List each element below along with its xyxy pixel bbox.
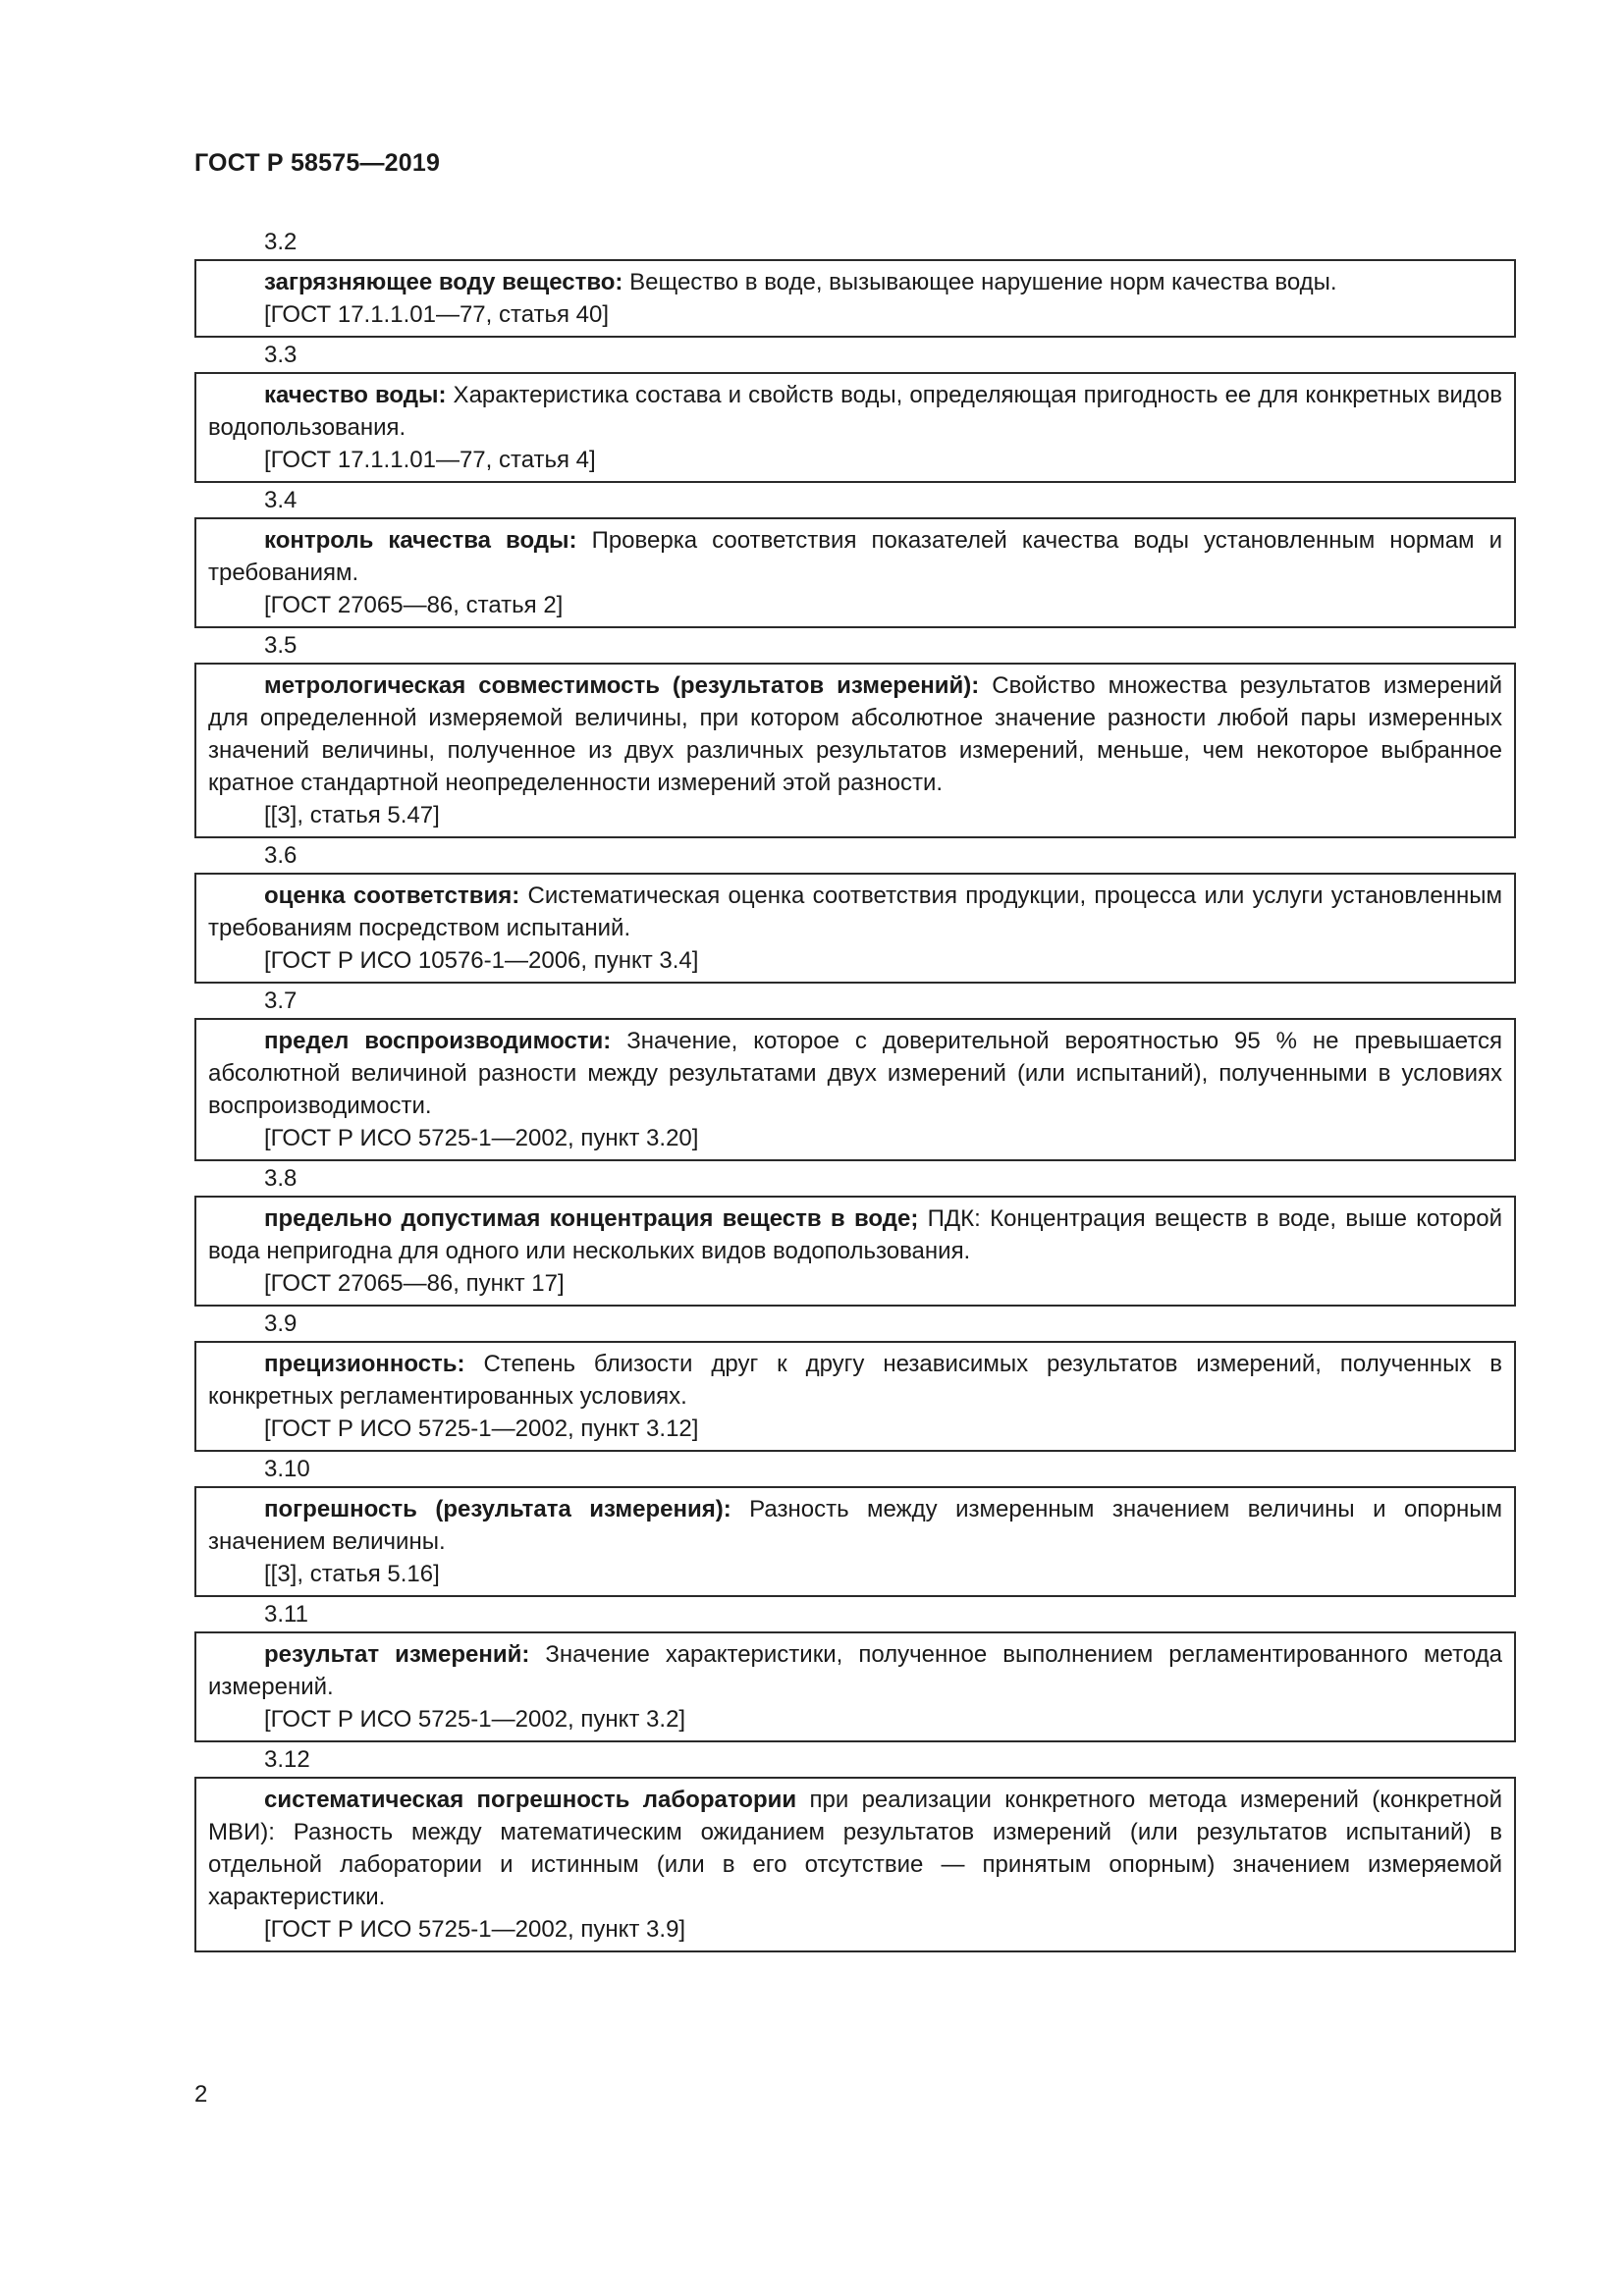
term-box	[194, 372, 1516, 483]
term-number: 3.4	[264, 487, 298, 513]
term-name: прецизионность:	[264, 1351, 465, 1377]
term-number: 3.8	[264, 1165, 298, 1192]
term-source: [ГОСТ 27065—86, пункт 17]	[264, 1270, 565, 1297]
term-number: 3.9	[264, 1310, 298, 1337]
term-name: результат измерений:	[264, 1641, 530, 1668]
term-entry	[194, 228, 1516, 338]
term-text: Вещество в воде, вызывающее нарушение норм качества воды.	[623, 269, 1337, 295]
term-source: [ГОСТ 27065—86, статья 2]	[264, 592, 564, 618]
term-source: [ГОСТ Р ИСО 10576-1—2006, пункт 3.4]	[264, 947, 699, 974]
term-definition	[208, 379, 1502, 444]
term-number: 3.5	[264, 632, 298, 659]
term-name: загрязняющее воду вещество:	[264, 269, 623, 295]
term-source: [ГОСТ Р ИСО 5725-1—2002, пункт 3.2]	[264, 1706, 686, 1733]
term-entry	[194, 341, 1516, 483]
term-text: Степень близости друг к другу независимых результатов измерений, полученных в конкретных регламентированных условиях.	[208, 1351, 1502, 1410]
term-name: предел воспроизводимости:	[264, 1028, 612, 1054]
terms-list	[194, 228, 1516, 1955]
term-box	[194, 1486, 1516, 1597]
term-source: [ГОСТ 17.1.1.01—77, статья 40]	[264, 301, 610, 328]
term-box	[194, 663, 1516, 838]
term-name: предельно допустимая концентрация веществ в воде;	[264, 1205, 919, 1232]
term-number: 3.2	[264, 229, 298, 255]
term-definition	[208, 1638, 1502, 1703]
term-entry	[194, 486, 1516, 628]
term-definition	[208, 266, 1502, 298]
term-entry	[194, 631, 1516, 838]
term-entry	[194, 1455, 1516, 1597]
term-name: контроль качества воды:	[264, 527, 577, 554]
term-box	[194, 1018, 1516, 1161]
term-definition	[208, 1202, 1502, 1267]
term-entry	[194, 841, 1516, 984]
term-text: Разность между измеренным значением величины и опорным значением величины.	[208, 1496, 1502, 1555]
term-source: [[3], статья 5.47]	[264, 802, 440, 828]
term-source: [ГОСТ Р ИСО 5725-1—2002, пункт 3.20]	[264, 1125, 699, 1151]
term-definition	[208, 669, 1502, 799]
term-text: Проверка соответствия показателей качества воды установленным нормам и требованиям.	[208, 527, 1502, 586]
term-name: метрологическая совместимость (результатов измерений):	[264, 672, 980, 699]
term-number: 3.11	[264, 1601, 308, 1628]
term-name: систематическая погрешность лаборатории	[264, 1787, 797, 1813]
term-number: 3.10	[264, 1456, 310, 1482]
term-box	[194, 1341, 1516, 1452]
term-source: [ГОСТ Р ИСО 5725-1—2002, пункт 3.12]	[264, 1415, 699, 1442]
term-box	[194, 1777, 1516, 1952]
term-text: при реализации конкретного метода измерений (конкретной МВИ): Разность между математическим ожиданием результатов измерений (или результатов испытаний) в отдельной лаборатории и истинным (или в его отсутствие — принятым опорным) значением измеряемой характеристики.	[208, 1787, 1502, 1910]
term-definition	[208, 1784, 1502, 1913]
term-text: Значение характеристики, полученное выполнением регламентированного метода измерений.	[208, 1641, 1502, 1700]
term-name: погрешность (результата измерения):	[264, 1496, 731, 1522]
term-number: 3.7	[264, 988, 298, 1014]
term-definition	[208, 1025, 1502, 1122]
term-box	[194, 517, 1516, 628]
term-definition	[208, 524, 1502, 589]
document-header: ГОСТ Р 58575—2019	[194, 149, 441, 177]
term-definition	[208, 1348, 1502, 1413]
term-entry	[194, 1600, 1516, 1742]
term-entry	[194, 1309, 1516, 1452]
term-definition	[208, 1493, 1502, 1558]
term-box	[194, 259, 1516, 338]
term-number: 3.6	[264, 842, 298, 869]
term-box	[194, 1631, 1516, 1742]
term-box	[194, 873, 1516, 984]
term-box	[194, 1196, 1516, 1307]
term-text: Систематическая оценка соответствия продукции, процесса или услуги установленным требованиям посредством испытаний.	[208, 882, 1502, 941]
term-text: Значение, которое с доверительной вероятностью 95 % не превышается абсолютной величиной разности между результатами двух измерений (или испытаний), полученными в условиях воспроизводимости.	[208, 1028, 1503, 1119]
term-entry	[194, 1745, 1516, 1952]
term-text: Свойство множества результатов измерений для определенной измеряемой величины, при котором абсолютное значение разности любой пары измеренных значений величины, полученное из двух различных результатов измерений, меньше, чем некоторое выбранное кратное стандартной неопределенности измерений этой разности.	[208, 672, 1502, 796]
term-source: [ГОСТ Р ИСО 5725-1—2002, пункт 3.9]	[264, 1916, 686, 1943]
term-text: Характеристика состава и свойств воды, определяющая пригодность ее для конкретных видов водопользования.	[208, 382, 1502, 441]
page-number: 2	[194, 2081, 208, 2108]
term-number: 3.3	[264, 342, 298, 368]
term-source: [[3], статья 5.16]	[264, 1561, 440, 1587]
term-definition	[208, 880, 1502, 944]
term-name: оценка соответствия:	[264, 882, 520, 909]
term-number: 3.12	[264, 1746, 310, 1773]
term-source: [ГОСТ 17.1.1.01—77, статья 4]	[264, 447, 596, 473]
term-entry	[194, 1164, 1516, 1307]
term-name: качество воды:	[264, 382, 447, 408]
term-entry	[194, 987, 1516, 1161]
term-text: ПДК: Концентрация веществ в воде, выше которой вода непригодна для одного или нескольких видов водопользования.	[208, 1205, 1502, 1264]
